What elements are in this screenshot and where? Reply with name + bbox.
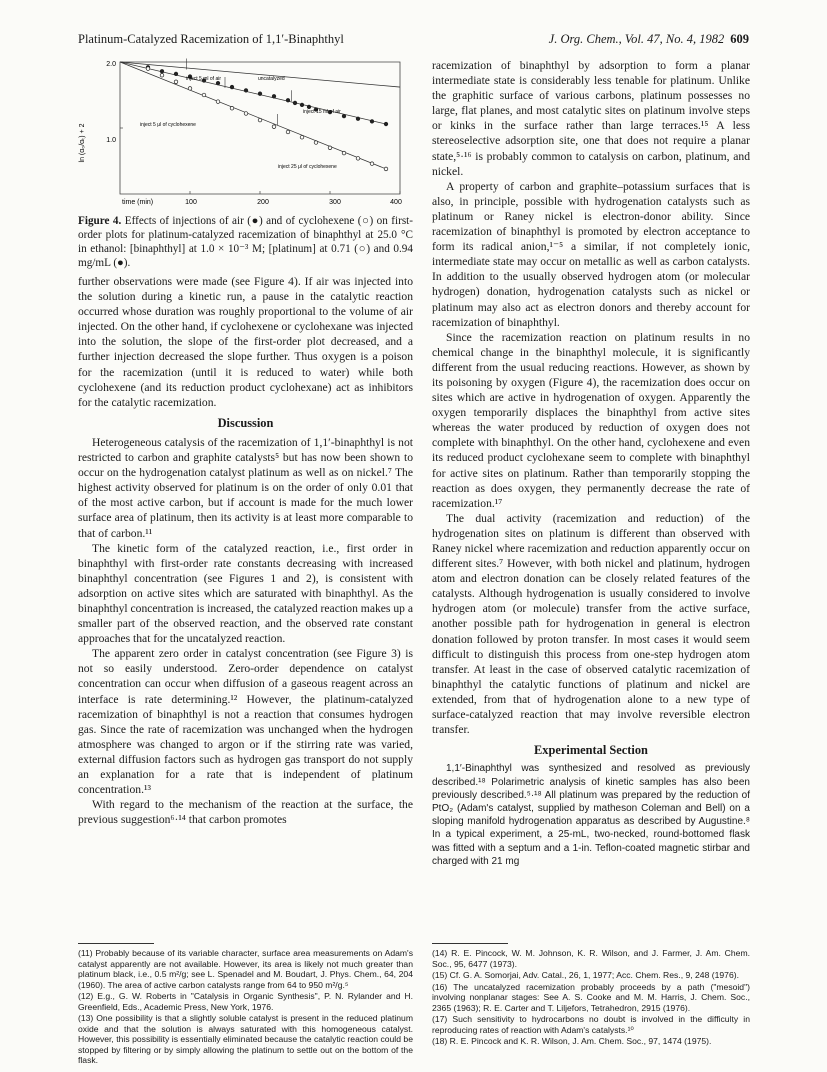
body-paragraph: A property of carbon and graphite–potassium surfaces that is also, in principle, possible with hydrogenation catalysts such as platinum or Raney nickel is electron-donor ability. Since racemization of binaphthyl is promoted by electron acceptance to form its radical anion,¹⁻⁵ a similar, if not completely ionic, intermediate state may occur on metallic as well as carbon catalysts. In addition to the usually observed hydrogen atom (or molecular hydrogen) donation, hydrogenation catalysts such as nickel or platinum may also act as electron donors and thereby account for racemization of binaphthyl. (432, 179, 750, 329)
x-tick-400: 400 (390, 199, 402, 206)
data-point-cyclohexene (272, 125, 276, 129)
figure-caption (78, 214, 413, 270)
data-point-air (300, 103, 304, 107)
data-point-air (342, 114, 346, 118)
running-header (78, 32, 749, 50)
data-point-cyclohexene (300, 135, 304, 139)
footnote-15: (15) Cf. G. A. Somorjai, Adv. Catal., 26, 1, 1977; Acc. Chem. Res., 9, 248 (1976). (432, 970, 739, 980)
data-point-air (272, 95, 276, 99)
section-heading-discussion: Discussion (217, 415, 274, 430)
figure-4 (78, 58, 413, 208)
footnote-18: (18) R. E. Pincock and K. R. Wilson, J. Am. Chem. Soc., 97, 1474 (1975). (432, 1036, 712, 1046)
body-paragraph: further observations were made (see Figure 4). If air was injected into the solution during a kinetic run, a pause in the catalytic reaction occurred whose duration was roughly proportional to the volume of air injected. On the other hand, if cyclohexene or cyclohexane was injected into the solution, the slope of the first-order plot decreased, and a further injection decreased the slope further. Thus oxygen is a poison for the racemization (until it is reduced to water) while both cyclohexene (and its reduction product cyclohexane) act as inhibitors for the catalytic racemization. (78, 275, 413, 409)
x-axis-label: time (min) (122, 199, 154, 206)
caption-label: Figure 4. (78, 215, 122, 227)
page-number: 609 (730, 32, 749, 46)
experimental-paragraph: 1,1′-Binaphthyl was synthesized and resolved as previously described.¹⁸ Polarimetric analysis of kinetic samples has also been previously described.⁵·¹⁸ All platinum was prepared by the reduction of PtO₂ (Adam's catalyst, supplied by matheson Coleman and Bell) on a sloping manifold hydrogenation apparatus as described by Augustine.⁸ In a typical experiment, a 25-mL, two-necked, round-bottomed flask was fitted with a septum and a 1-in. Teflon-coated magnetic stirbar and charged with 21 mg (432, 763, 750, 867)
footnote-17: (17) Such sensitivity to hydrocarbons no doubt is involved in the difficulty in reproducing rates of reaction with Adam's catalysts.¹⁰ (432, 1014, 750, 1035)
footnotes-right (432, 948, 750, 1048)
annotation-uncatalyzed: uncatalyzed (258, 76, 285, 82)
body-paragraph: Since the racemization reaction on platinum results in no chemical change in the binaphthyl molecule, it is significantly different from the usual reducing reactions. However, as shown by its poisoning by oxygen (Figure 4), the racemization does occur on sites which are active in hydrogenation of oxygen. Apparently the oxygen temporarily displaces the binaphthyl from active sites whereas the water produced by reduction of oxygen does not complete with binaphthyl. On the other hand, cyclohexene and even its reduced product cyclohexane seem to complete with binaphthyl for active sites on platinum. Rather than temporarily stopping the reaction as does oxygen, they permanently decrease the rate of racemization.¹⁷ (432, 330, 750, 510)
data-point-cyclohexene (146, 67, 150, 71)
footnote-rule (78, 943, 154, 944)
footnote-16: (16) The uncatalyzed racemization probably proceeds by a path ("mesoid") involving nonplanar stages: See A. S. Cooke and M. M. Harris, J. Chem. Soc., 2365 (1963); R. E. Carter and T. Liljefors, Tetrahedron, 2915 (1976). (432, 981, 750, 1013)
annotation-inject-5ul-cyclohexene: inject 5 μl of cyclohexene (140, 122, 196, 128)
journal-name: J. Org. Chem., Vol. 47, No. 4, 1982 (548, 32, 725, 46)
data-point-cyclohexene (202, 93, 206, 97)
y-axis-label: ln (α₀/αₜ) + 2 (79, 123, 86, 163)
discussion-paragraph: Heterogeneous catalysis of the racemization of 1,1′-binaphthyl is not restricted to carbon and graphite catalysts⁵ but has now been shown to occur on the hydrogenation catalyst platinum as well as on nickel.⁷ The highest activity observed for platinum is on the order of only 0.01 that of the most active carbon, but if account is made for the much lower surface area of platinum, then its activity is at least more comparable to that of carbon.¹¹ (78, 435, 413, 540)
data-point-cyclohexene (356, 157, 360, 161)
annotation-inject-25ul-cyclohexene: inject 25 μl of cyclohexene (278, 164, 337, 170)
y-tick-top: 2.0 (106, 61, 116, 68)
data-point-air (370, 120, 374, 124)
journal-citation (549, 32, 749, 47)
x-tick-200: 200 (257, 199, 269, 206)
figure-4-plot (78, 58, 413, 208)
annotation-inject-15ml-air: inject 15 ml of air (303, 109, 341, 115)
body-paragraph: racemization of binaphthyl by adsorption to form a planar intermediate state is considerably less tenable for platinum. Unlike the graphitic surface of various carbons, platinum possesses no large, flat planes, and most catalytic sites on platinum involve steps or kinks in the surface rather than large terraces.¹⁵ A less stereoselective adsorption site, one that does not require a planar state,⁵·¹⁶ is probably common to catalysis on carbon, platinum, and nickel. (432, 59, 750, 178)
data-point-air (230, 85, 234, 89)
annotation-inject-5ml-air: inject 5 ml of air (186, 76, 222, 82)
data-point-cyclohexene (342, 151, 346, 155)
x-tick-100: 100 (185, 199, 197, 206)
data-point-air (384, 122, 388, 126)
data-point-cyclohexene (244, 112, 248, 116)
data-point-air (293, 101, 297, 105)
right-column (432, 58, 750, 868)
data-point-cyclohexene (384, 167, 388, 171)
data-point-cyclohexene (286, 130, 290, 134)
discussion-paragraph: With regard to the mechanism of the reaction at the surface, the previous suggestion⁶·¹⁴ that carbon promotes (78, 798, 413, 827)
footnotes-left (78, 948, 413, 1067)
data-point-cyclohexene (188, 87, 192, 91)
data-point-air (160, 69, 164, 73)
x-tick-300: 300 (329, 199, 341, 206)
running-title: Platinum-Catalyzed Racemization of 1,1′-Binaphthyl (78, 32, 344, 46)
data-point-cyclohexene (370, 162, 374, 166)
body-paragraph: The dual activity (racemization and reduction) of the hydrogenation sites on platinum is different than observed with Raney nickel where racemization and reduction apparently occur on different sites.⁷ However, with both nickel and platinum, hydrogen atom and electron donation can be closely related features of the catalysts. Although hydrogenation is usually considered to involve hydrogen atom (or molecule) transfer from the active surface, another possible path for hydrogenation in general is electron donation followed by proton transfer. In most cases it would seem difficult to distinguish this process from one-step hydrogen atom transfer. At least in the case of observed catalytic racemization of binaphthyl the catalytic functions of platinum and nickel are extended, from that of hydrogenation alone to a new type of surface-catalyzed reaction that may involve reversible electron transfer. (432, 511, 750, 737)
data-point-cyclohexene (160, 73, 164, 77)
data-point-air (174, 72, 178, 76)
footnote-11: (11) Probably because of its variable character, surface area measurements on Adam's catalyst apparently are not available. However, its area is likely not much greater than platinum black, i.e., 0.5 m²/g; see L. Spenadel and M. Boudart, J. Phys. Chem., 64, 204 (1960). The area of active carbon catalysts range from 64 to 950 m²/g.⁵ (78, 948, 413, 990)
data-point-air (258, 92, 262, 96)
data-point-air (356, 117, 360, 121)
data-point-cyclohexene (230, 106, 234, 110)
data-point-air (244, 89, 248, 93)
data-point-cyclohexene (314, 141, 318, 145)
data-point-cyclohexene (174, 80, 178, 84)
footnote-13: (13) One possibility is that a slightly soluble catalyst is present in the reduced platinum oxide and that the solution is always saturated with this homogeneous catalyst. However, this possibility is essentially eliminated because the catalytic reaction could be stopped by filtering or by simply allowing the platinum to settle out on the bottom of the flask. (78, 1013, 413, 1065)
y-tick-mid: 1.0 (106, 137, 116, 144)
section-heading-experimental: Experimental Section (534, 743, 648, 758)
data-point-air (286, 98, 290, 102)
left-column (78, 58, 413, 827)
footnote-14: (14) R. E. Pincock, W. M. Johnson, K. R. Wilson, and J. Farmer, J. Am. Chem. Soc., 95, 6477 (1973). (432, 948, 750, 969)
footnote-rule (432, 943, 508, 944)
discussion-paragraph: The kinetic form of the catalyzed reaction, i.e., first order in binaphthyl with first-order rate constants decreasing with increased binaphthyl concentration (see Figures 1 and 2), is consistent with adsorption on active sites which are saturated with binaphthyl. As the binaphthyl concentration is increased, the catalyzed reaction makes up a smaller part of the observed reaction, and the observed rate constant approaches that for the uncatalyzed reaction. (78, 541, 413, 646)
footnote-12: (12) E.g., G. W. Roberts in "Catalysis in Organic Synthesis", P. N. Rylander and H. Greenfield, Eds., Academic Press, New York, 1976. (78, 991, 413, 1012)
caption-text: Effects of injections of air (●) and of cyclohexene (○) on first-order plots for platinum-catalyzed racemization of binaphthyl at 25.0 °C in ethanol: [binaphthyl] at 1.0 × 10⁻³ M; [platinum] at 0.71 (○) and 0.94 mg/mL (●). (78, 215, 414, 269)
data-point-cyclohexene (328, 146, 332, 150)
data-point-cyclohexene (258, 118, 262, 122)
discussion-paragraph: The apparent zero order in catalyst concentration (see Figure 3) is not so easily understood. Zero-order dependence on catalyst concentration can occur when diffusion of a gaseous reagent across an interface is rate determining.¹² However, the platinum-catalyzed racemization of binaphthyl is not a reaction that consumes hydrogen gas. Since the rate of racemization was unchanged when the hydrogen atmosphere was changed to argon or if the stirring rate was varied, external diffusion factors such as hydrogen gas transport do not supply an explanation for a rate that is independent of platinum concentration.¹³ (78, 647, 413, 797)
data-point-cyclohexene (216, 100, 220, 104)
